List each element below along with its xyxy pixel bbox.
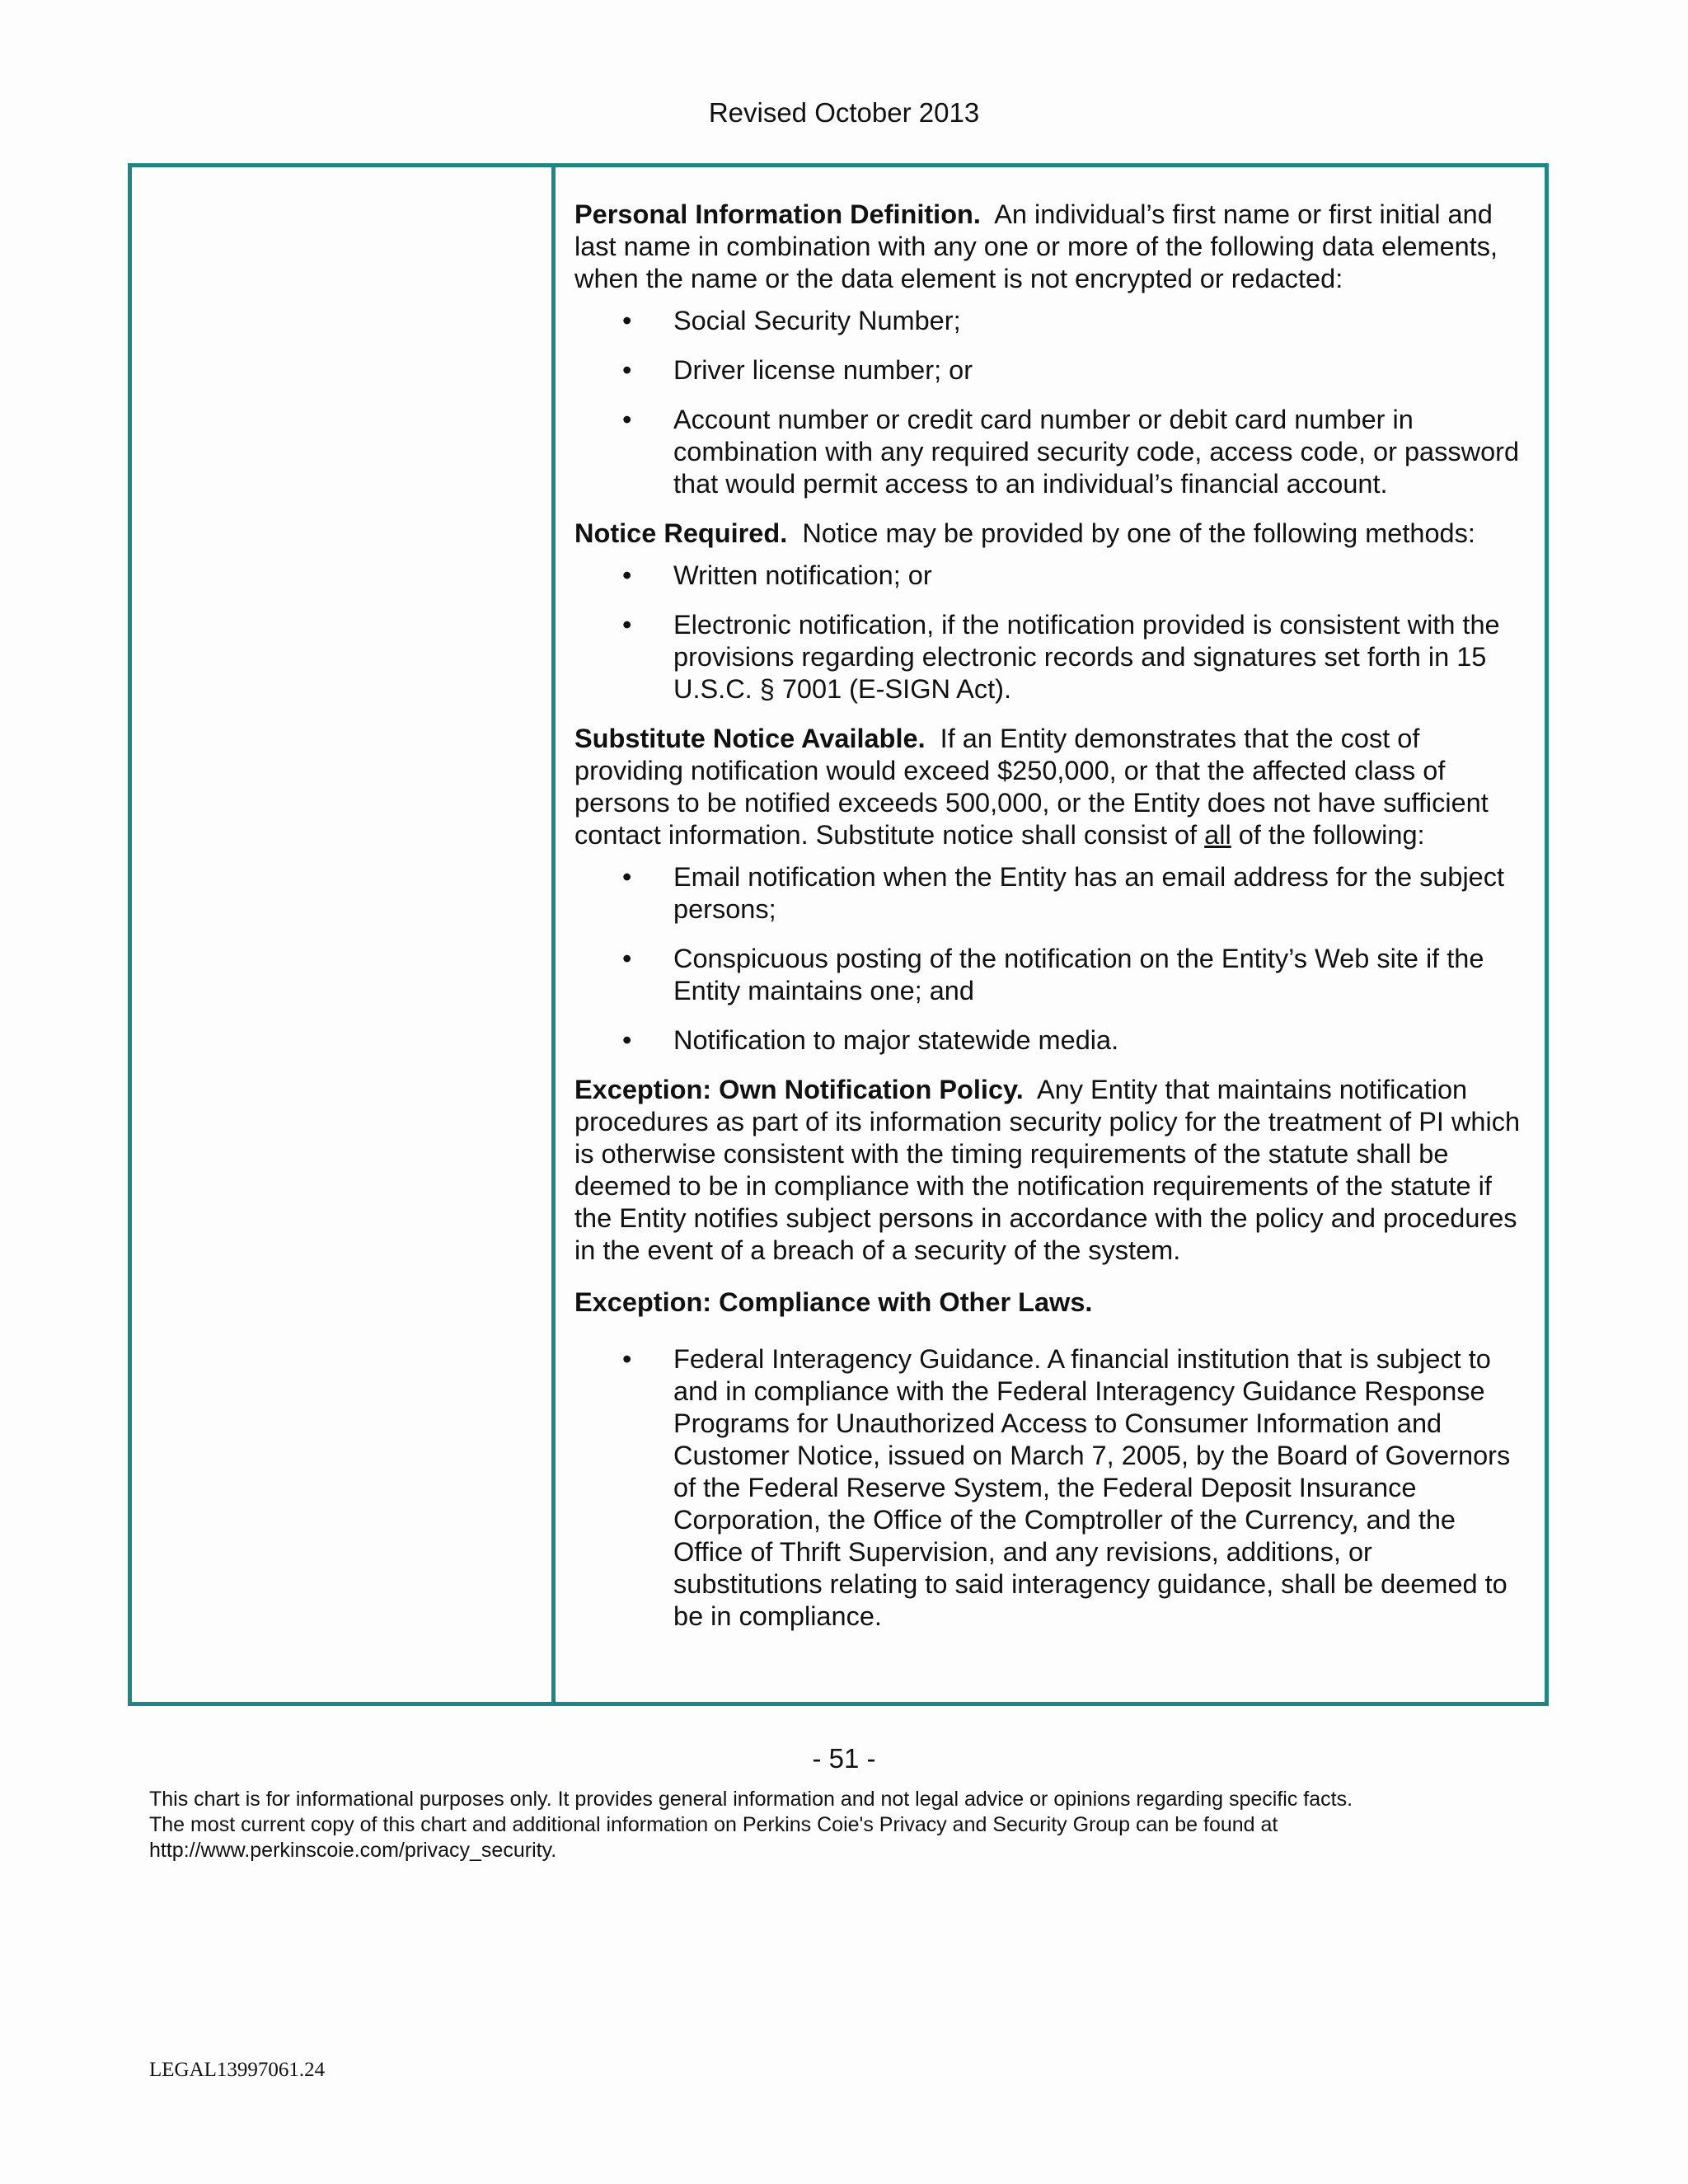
list-item: • Conspicuous posting of the notification on the Entity’s Web site if the Entity maintains one; and [574, 943, 1528, 1007]
pi-definition-paragraph [574, 199, 1528, 295]
other-laws-list [574, 1343, 1528, 1633]
document-id: LEGAL13997061.24 [149, 2059, 326, 2081]
substitute-notice-text: If an Entity demonstrates that the cost of providing notification would exceed $250,000, or that the affected class of persons to be notified exceeds 500,000, or the Entity does not have sufficient contact information. Substitute notice shall consist of [574, 724, 1489, 850]
page-number: - 51 - [812, 1743, 876, 1774]
state-law-table [128, 163, 1549, 1706]
other-laws-heading: Exception: Compliance with Other Laws. [574, 1287, 1093, 1317]
other-laws-paragraph [574, 1286, 1528, 1319]
own-policy-text: Any Entity that maintains notification procedures as part of its information security policy for the treatment of PI which is otherwise consistent with the timing requirements of the statute shall be deemed to be in compliance with the notification requirements of the statute if the Entity notifies subject persons in accordance with the policy and procedures in the event of a breach of a security of the system. [574, 1075, 1521, 1265]
disclaimer-line: The most current copy of this chart and additional information on Perkins Coie's Privacy and Security Group can be found at [149, 1813, 1278, 1836]
list-item: • Notification to major statewide media. [574, 1024, 1528, 1057]
list-item: • Federal Interagency Guidance. A financial institution that is subject to and in compliance with the Federal Interagency Guidance Response Programs for Unauthorized Access to Consumer Information and Customer Notice, issued on March 7, 2005, by the Board of Governors of the Federal Reserve System, the Federal Deposit Insurance Corporation, the Office of the Comptroller of the Currency, and the Office of Thrift Supervision, and any revisions, additions, or substitutions relating to said interagency guidance, shall be deemed to be in compliance. [574, 1343, 1528, 1633]
own-policy-paragraph [574, 1074, 1528, 1267]
list-item: • Written notification; or [574, 560, 1528, 592]
own-policy-heading: Exception: Own Notification Policy. [574, 1075, 1024, 1104]
list-item: • Driver license number; or [574, 354, 1528, 387]
list-item: • Electronic notification, if the notification provided is consistent with the provisions regarding electronic records and signatures set forth in 15 U.S.C. § 7001 (E-SIGN Act). [574, 609, 1528, 705]
disclaimer-line: This chart is for informational purposes only. It provides general information and not legal advice or opinions regarding specific facts. [149, 1788, 1353, 1811]
notice-required-text: Notice may be provided by one of the following methods: [802, 518, 1475, 548]
substitute-notice-list [574, 861, 1528, 1057]
substitute-notice-paragraph [574, 723, 1528, 851]
footer-disclaimer [149, 1787, 1649, 1863]
list-item: • Email notification when the Entity has an email address for the subject persons; [574, 861, 1528, 926]
page-header-revised: Revised October 2013 [708, 97, 980, 128]
substitute-notice-text-after: of the following: [1238, 820, 1425, 850]
disclaimer-line: http://www.perkinscoie.com/privacy_security. [149, 1839, 557, 1862]
table-right-column [556, 167, 1545, 1702]
notice-required-list [574, 560, 1528, 705]
substitute-notice-emphasis: all [1204, 820, 1231, 850]
pi-definition-heading: Personal Information Definition. [574, 199, 981, 229]
pi-definition-list [574, 305, 1528, 500]
notice-required-heading: Notice Required. [574, 518, 788, 548]
pi-definition-text: An individual’s first name or first initial and last name in combination with any one or more of the following data elements, when the name or the data element is not encrypted or redacted: [574, 199, 1498, 293]
table-left-column [132, 167, 556, 1702]
list-item: • Account number or credit card number or debit card number in combination with any required security code, access code, or password that would permit access to an individual’s financial account. [574, 404, 1528, 500]
substitute-notice-heading: Substitute Notice Available. [574, 724, 926, 753]
notice-required-paragraph [574, 518, 1528, 550]
list-item: • Social Security Number; [574, 305, 1528, 337]
